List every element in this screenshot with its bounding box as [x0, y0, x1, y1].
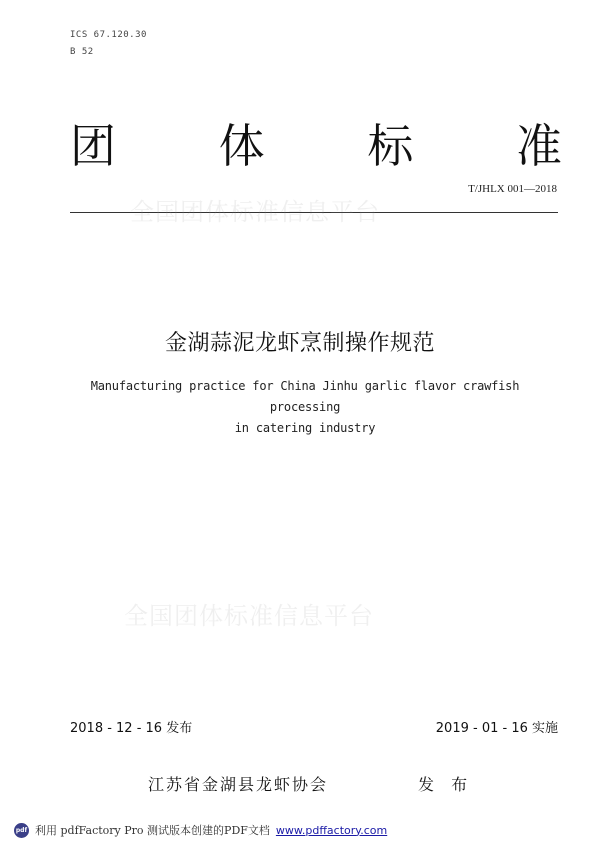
heading-char: 标: [367, 119, 414, 173]
issuer-name: 江苏省金湖县龙虾协会: [148, 775, 329, 794]
standard-number: T/JHLX 001—2018: [468, 183, 557, 195]
ics-code: ICS 67.120.30: [70, 30, 147, 40]
pdffactory-link[interactable]: www.pdffactory.com: [275, 823, 388, 837]
document-title-cn: 金湖蒜泥龙虾烹制操作规范: [164, 331, 435, 356]
watermark: 全国团体标准信息平台: [130, 198, 380, 226]
pdf-footer: [14, 822, 387, 838]
title-en-line: Manufacturing practice for China Jinhu garlic flavor crawfish processing: [90, 379, 520, 414]
heading-char: 团: [70, 119, 116, 173]
implement-date: 2019 - 01 - 16 实施: [435, 721, 558, 736]
publish-date: 2018 - 12 - 16 发布: [70, 721, 193, 736]
issue-label: 发 布: [418, 775, 474, 794]
ccs-code: B 52: [70, 47, 94, 57]
footer-text: 利用 pdfFactory Pro 测试版本创建的PDF文档: [35, 824, 270, 837]
pdf-icon: pdf: [14, 823, 29, 838]
document-title-en: [60, 376, 550, 439]
group-standard-heading: [70, 118, 562, 174]
title-en-line: in catering industry: [234, 421, 376, 435]
watermark: 全国团体标准信息平台: [124, 602, 374, 630]
heading-char: 准: [515, 119, 562, 173]
heading-char: 体: [218, 119, 265, 173]
